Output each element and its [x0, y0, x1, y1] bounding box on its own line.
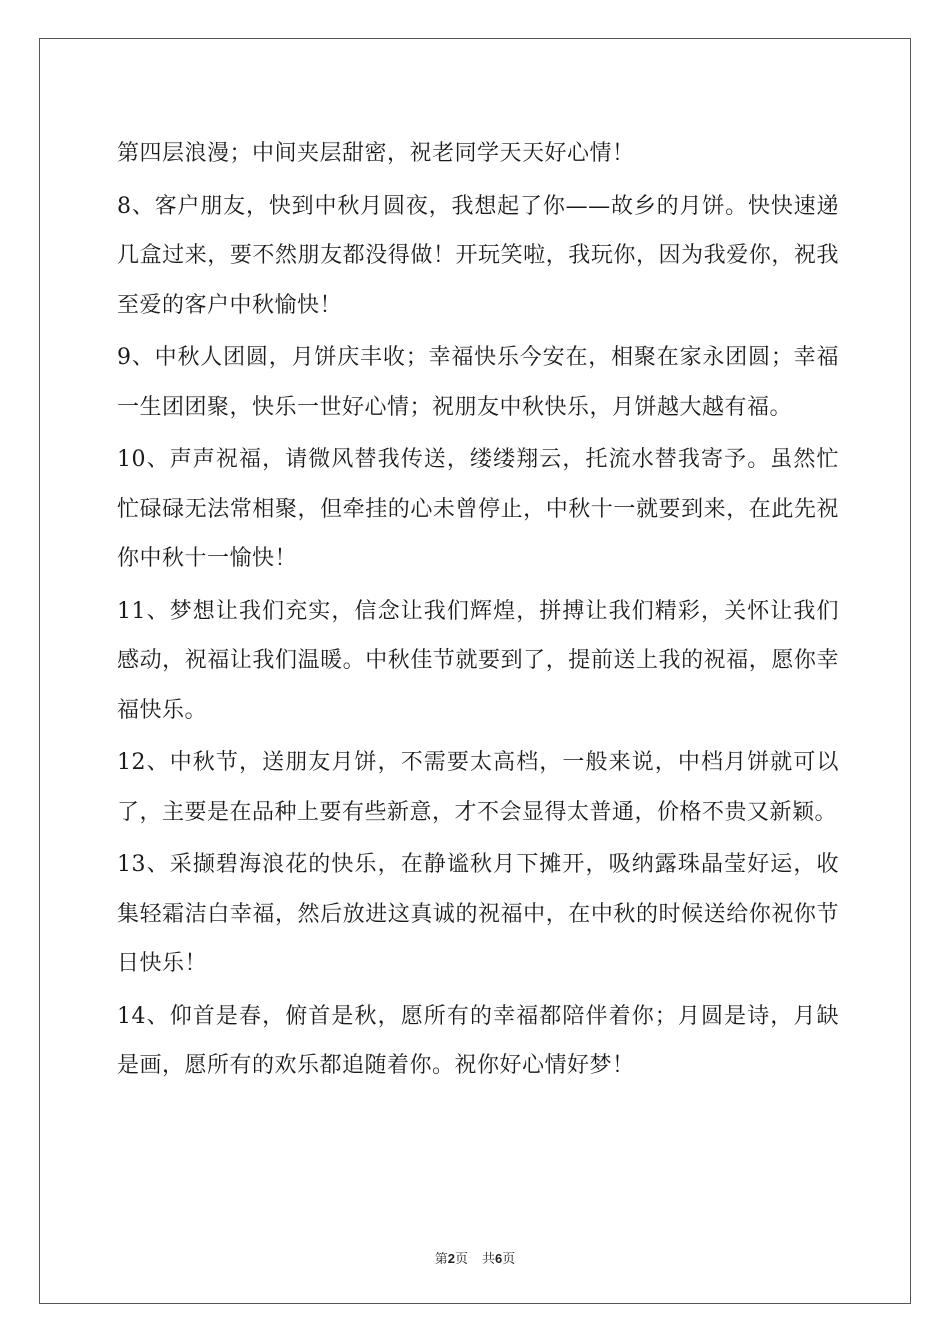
paragraph-item-9: 9、中秋人团圆，月饼庆丰收；幸福快乐今安在，相聚在家永团圆；幸福一生团团聚，快乐一世好心情；祝朋友中秋快乐，月饼越大越有福。: [117, 345, 839, 420]
total-suffix: 页: [502, 1252, 516, 1267]
total-prefix: 共: [482, 1252, 496, 1267]
paragraph-item-8: 8、客户朋友，快到中秋月圆夜，我想起了你——故乡的月饼。快快速递几盒过来，要不然朋友都没得做！开玩笑啦，我玩你，因为我爱你，祝我至爱的客户中秋愉快！: [117, 193, 839, 318]
page-suffix: 页: [454, 1252, 468, 1267]
paragraph-item-14: 14、仰首是春，俯首是秋，愿所有的幸福都陪伴着你；月圆是诗，月缺是画，愿所有的欢乐都追随着你。祝你好心情好梦！: [117, 1003, 839, 1078]
document-body: [117, 129, 839, 1094]
page-number: 2: [447, 1251, 455, 1266]
paragraph-item-11: 11、梦想让我们充实，信念让我们辉煌，拼搏让我们精彩，关怀让我们感动，祝福让我们温暖。中秋佳节就要到了，提前送上我的祝福，愿你幸福快乐。: [117, 598, 839, 723]
paragraph-item-13: 13、采撷碧海浪花的快乐，在静谧秋月下摊开，吸纳露珠晶莹好运，收集轻霜洁白幸福，然后放进这真诚的祝福中，在中秋的时候送给你祝你节日快乐！: [117, 852, 839, 976]
page-prefix: 第: [434, 1252, 448, 1267]
paragraph-item-10: 10、声声祝福，请微风替我传送，缕缕翔云，托流水替我寄予。虽然忙忙碌碌无法常相聚，但牵挂的心未曾停止，中秋十一就要到来，在此先祝你中秋十一愉快！: [117, 447, 839, 571]
paragraph-item-12: 12、中秋节，送朋友月饼，不需要太高档，一般来说，中档月饼就可以了，主要是在品种上要有些新意，才不会显得太普通，价格不贵又新颖。: [117, 750, 839, 825]
page-footer: [0, 1248, 950, 1267]
total-pages: 6: [495, 1251, 503, 1266]
paragraph-continuation: 第四层浪漫；中间夹层甜密，祝老同学天天好心情！: [117, 141, 635, 166]
